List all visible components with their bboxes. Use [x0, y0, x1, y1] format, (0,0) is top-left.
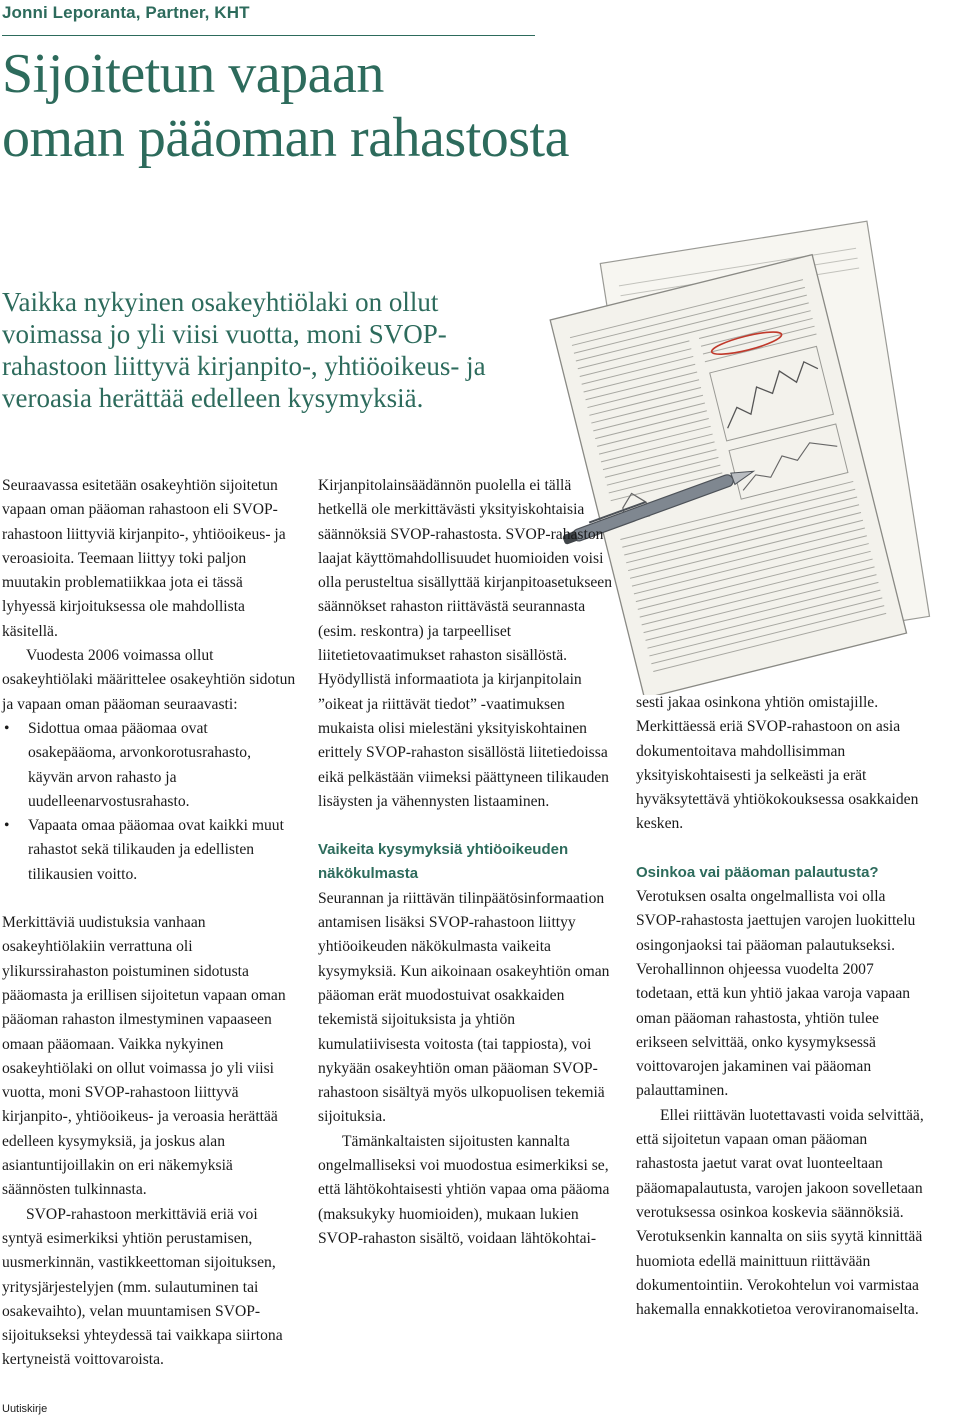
col2-paragraph-2: Seurannan ja riittävän tilinpäätösinformaation antamisen lisäksi SVOP-rahastoon liittyy yhtiöoikeuden näkökulmasta vaikeita kysymyksiä. Kun aikoinaan osakeyhtiön oman pääoman erät muodostuivat osakkaiden tekemistä sijoituksista ja yhtiön kumulatiivisesta voitosta (tai tappiosta), voi nykyään osakeyhtiön oman pääoman SVOP-rahastoon sisältyä myös ulkopuolisen tekemiä sijoituksia.: [318, 889, 610, 1126]
column-1: [2, 474, 296, 1373]
col1-paragraph-3: Merkittäviä uudistuksia vanhaan osakeyhtiölakiin verrattuna oli ylikurssirahaston poistuminen sidotusta pääomasta ja erillisen sijoitetun vapaan oman pääoman rahaston ilmestyminen vapaaseen omaan pääomaan. Vaikka nykyinen osakeyhtiölaki on ollut voimassa jo yli viisi vuotta, moni SVOP-rahastoon liittyvä kirjanpito-, yhtiöoikeus- ja veroasia herättää edelleen kysymyksiä, ja joskus alan asiantuntijoillakin on eri näkemyksiä säännösten tulkinnasta.: [2, 914, 286, 1199]
title-line-2: oman pääoman rahastosta: [2, 107, 569, 169]
author-byline: Jonni Leporanta, Partner, KHT: [2, 3, 250, 22]
page-title: [2, 42, 569, 170]
col1-paragraph-2: Vuodesta 2006 voimassa ollut osakeyhtiölaki määrittelee osakeyhtiön sidotun ja vapaan oman pääoman seuraavasti:: [2, 647, 296, 713]
col3-paragraph-3: Ellei riittävän luotettavasti voida selvittää, että sijoitetun vapaan oman pääoman rahastosta jaetut varat ovat luonteeltaan pääomapalautusta, varojen jakoon sovelletaan verotuksessa osinkoa koskevia säännöksiä. Verotuksenkin kannalta on siis syytä kinnittää huomiota edellä mainittuun riittävään dokumentointiin. Verokohtelun voi varmistaa hakemalla ennakkotietoa veroviranomaiselta.: [636, 1106, 924, 1319]
column-3: [636, 691, 932, 1322]
col2-paragraph-1: Kirjanpitolainsäädännön puolella ei tällä hetkellä ole merkittävästi yksityiskohtaisia säännöksiä SVOP-rahastosta. SVOP-rahaston laajat käyttömahdollisuudet huomioiden voisi olla perusteltua sisällyttää kirjanpitoasetukseen säännökset rahaston riittävästä seurannasta (esim. reskontra) ja tarpeelliset liitetietovaatimukset rahaston sisällöstä. Hyödyllistä informaatiota ja kirjanpitolain ”oikeat ja riittävät tiedot” -vaatimuksen mukaista olisi mielestäni yksityiskohtainen erittely SVOP-rahaston sisällöstä liitetiedoissa eikä pelkästään viimeksi päättyneen tilikauden lisäysten ja vähennysten listaaminen.: [318, 477, 613, 810]
footer-label: Uutiskirje: [2, 1403, 48, 1415]
col1-paragraph-1: Seuraavassa esitetään osakeyhtiön sijoitetun vapaan oman pääoman rahastoon eli SVOP-rahastoon liittyviä kirjanpito-, yhtiöoikeus- ja veroasioita. Teemaan liittyy toki paljon muutakin problematiikkaa jota ei tässä lyhyessä kirjoituksessa ole mahdollista käsitellä.: [2, 477, 286, 640]
equity-bullet-list: [2, 717, 296, 887]
col1-paragraph-4: SVOP-rahastoon merkittäviä eriä voi syntyä esimerkiksi yhtiön perustamisen, uusmerkinnän, vastikkeettoman sijoituksen, yritysjärjestelyjen (mm. sulautuminen tai osakevaihto), velan muuntamisen SVOP-sijoitukseksi yhteydessä tai vaikkapa siirtona kertyneistä voittovaroista.: [2, 1205, 283, 1369]
column-2: [318, 474, 618, 1251]
bullet-symbol: •: [4, 719, 10, 737]
section-heading: Osinkoa vai pääoman palautusta?: [636, 863, 879, 881]
byline-rule: [2, 35, 535, 36]
col2-paragraph-3: Tämänkaltaisten sijoitusten kannalta ongelmalliseksi voi muodostua esimerkiksi se, että lähtökohtaisesti yhtiön vapaa oma pääoma (maksukyky huomioiden), mukaan lukien SVOP-rahaston sisältö, voidaan lähtökohtai-: [318, 1132, 610, 1247]
lead-paragraph: Vaikka nykyinen osakeyhtiölaki on ollut voimassa jo yli viisi vuotta, moni SVOP-rahastoon liittyvä kirjanpito-, yhtiöoikeus- ja veroasia herättää edelleen kysymyksiä.: [2, 287, 486, 413]
col3-paragraph-2: Verotuksen osalta ongelmallista voi olla SVOP-rahastosta jaettujen varojen luokittelu osingonjaoksi tai pääoman palautukseksi. Verohallinnon ohjeessa vuodelta 2007 todetaan, että kun yhtiö jakaa varoja vapaan oman pääoman rahastosta, yhtiön tulee erikseen selvittää, onko kysymyksessä voittovarojen jakaminen vai pääoman palauttaminen.: [636, 888, 916, 1100]
col3-paragraph-1: sesti jakaa osinkona yhtiön omistajille. Merkittäessä eriä SVOP-rahastoon on asia dokumentoitava mahdollisimman yksityiskohtaisesti ja selkeästi ja erät hyväksytettävä yhtiökokouksessa osakkaiden kesken.: [636, 694, 919, 833]
list-item: • Sidottua omaa pääomaa ovat osakepääoma, arvonkorotusrahasto, käyvän arvon rahasto ja uudelleenarvostusrahasto.: [2, 717, 296, 814]
list-item: • Vapaata omaa pääomaa ovat kaikki muut rahastot sekä tilikauden ja edellisten tilikausien voitto.: [2, 814, 296, 887]
section-heading: Vaikeita kysymyksiä yhtiöoikeuden näkökulmasta: [318, 841, 569, 883]
bullet-symbol: •: [4, 817, 10, 835]
title-line-1: Sijoitetun vapaan: [2, 43, 384, 105]
